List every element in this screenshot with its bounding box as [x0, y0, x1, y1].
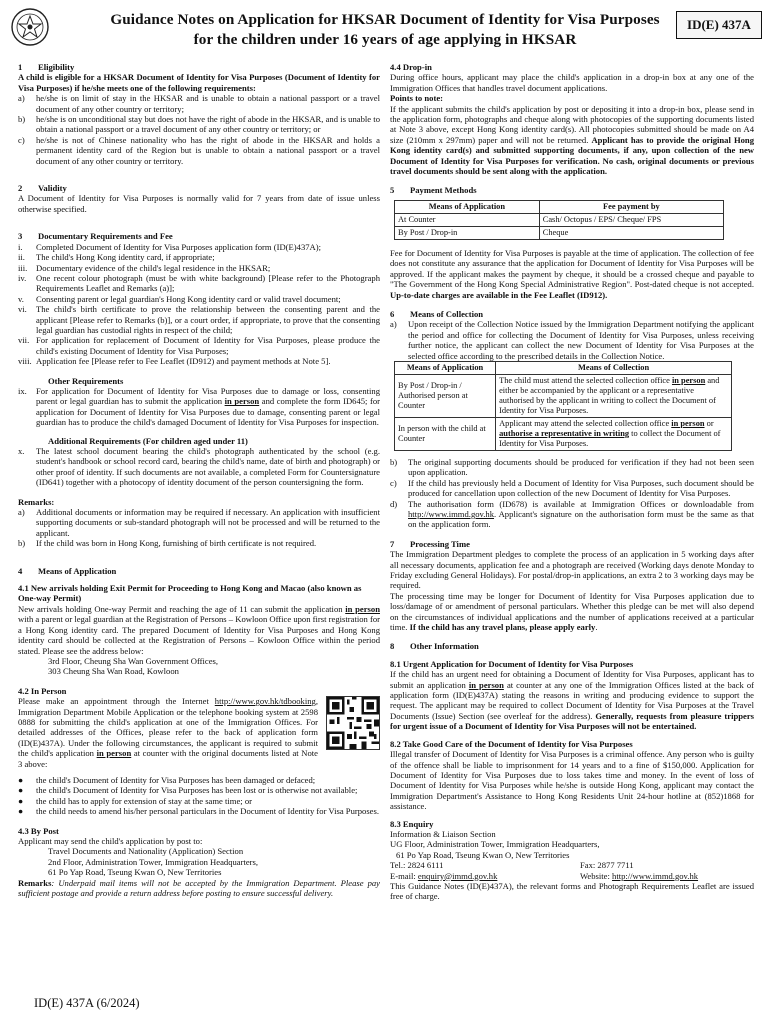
telephone-number: Tel.: 2824 6111 — [390, 860, 444, 871]
eligibility-list — [18, 93, 380, 166]
enquiry-line: Information & Liaison Section — [390, 828, 496, 839]
list-item: vii. For application for replacement of Document of Identity for Visa Purposes, please produce the child's existing Document of Identity for Visa Purposes; — [18, 335, 380, 356]
address-line: 2nd Floor, Administration Tower, Immigration Headquarters, — [48, 856, 259, 867]
processing-text-2: The processing time may be longer for Document of Identity for Visa Purposes application due to loss/damage of or amendment of personal particulars. Whether this pledge can be met will also depend on the circumstances of individual applications and the number of applications received at a particular time. If the child has any travel plans, please apply early. — [390, 590, 754, 633]
section-payment-heading: 5 Payment Methods — [390, 185, 477, 196]
points-to-note-heading: Points to note: — [390, 93, 443, 104]
address-line: 303 Cheung Sha Wan Road, Kowloon — [48, 666, 179, 677]
list-item: i. Completed Document of Identity for Visa Purposes application form (ID(E)437A); — [18, 241, 322, 252]
subsection-8-2-heading: 8.2 Take Good Care of the Document of Identity for Visa Purposes — [390, 738, 633, 749]
fee-text: Fee for Document of Identity for Visa Purposes is payable at the time of application. The collection of fee does not constitute any assurance that the application for Document of Identity for Visa Purposes will be approved. If the applicant makes the payment by cheque, it should be a crossed cheque and payable to "The Government of the Hong Kong Special Administrative Region". Post-dated cheque is not accepted. Up-to-date charges are available in the Fee Leaflet (ID912). — [390, 247, 754, 300]
validity-text: A Document of Identity for Visa Purposes is normally valid for 7 years from date of issue unless otherwise specified. — [18, 193, 380, 214]
take-care-text: Illegal transfer of Document of Identity for Visa Purposes is a criminal offence. Any person who is guilty of the offence shall be liable to imprisonment for 14 years and to a fine of $150,000. Application for Document of Identity for Visa Purposes due to loss takes time and money. In the event of loss of Document of Identity for Visa Purposes while he/she is outside Hong Kong, applicant may contact the Immigration Department's Assistance to Hong Kong Residents Unit 24-hour hotline at (852)1868 for assistance. — [390, 749, 754, 812]
immd-website-link[interactable]: http://www.immd.gov.hk — [408, 508, 495, 519]
subsection-4-3-heading: 4.3 By Post — [18, 825, 59, 836]
section-means-heading: 4 Means of Application — [18, 565, 117, 576]
table-header-row: Means of Application Means of Collection — [395, 361, 732, 374]
qr-code-icon[interactable] — [326, 696, 380, 750]
drop-in-text: During office hours, applicant may place the child's application in a drop-in box at any one of the Immigration Offices that handles travel document applications. — [390, 72, 754, 93]
list-item: c) he/she is not of Chinese nationality who has the right of abode in the HKSAR and holds a permanent identity card of the Region but is unable to obtain a national passport or a travel document of any other country or territory. — [18, 134, 380, 166]
subsection-8-1-heading: 8.1 Urgent Application for Document of Identity for Visa Purposes — [390, 658, 634, 669]
list-item: iv. One recent colour photograph (must be with white background) [Please refer to the Photograph Requirements Leaflet and Remarks (a)]; — [18, 272, 380, 294]
email-link[interactable]: enquiry@immd.gov.hk — [417, 870, 498, 881]
list-item: viii. Application fee [Please refer to Fee Leaflet (ID912) and payment methods at Note 5]. — [18, 356, 331, 367]
list-item: c) If the child has previously held a Document of Identity for Visa Purposes, such document should be produced for cancellation upon collection of the new Document of Identity for Visa Purposes. — [390, 477, 754, 499]
payment-methods-table — [394, 200, 724, 240]
urgent-application-text: If the child has an urgent need for obtaining a Document of Identity for Visa Purposes, applicant has to submit an application in person at counter at any one of the Immigration Offices listed at the back of application form (ID(E)437A) stating the reasons in writing and producing evidence to support the request. The applicant may be required to collect Document of Identity for Visa Purposes at the Travel Documents (Issue) Section (see overleaf for the address). Generally, requests from pleasure trippers for urgent issue of a Document of Identity for Visa Purposes will not be entertained. — [390, 669, 754, 732]
list-item: a) Upon receipt of the Collection Notice issued by the Immigration Department notifying the applicant the period and office for collecting the Document of Identity for Visa Purposes, unless receiving further notice, the applicant can collect the new Document of Identity for Visa Purposes at the selected office according to the prescribed details in the Collection Notice. — [390, 319, 754, 361]
subsection-8-3-heading: 8.3 Enquiry — [390, 818, 434, 829]
contact-row — [390, 860, 754, 870]
list-item: a) Additional documents or information may be required if necessary. An application with insufficient supporting documents or sub-standard photograph will not be processed and will be returned to the applicant. — [18, 507, 380, 538]
list-item: ● the child's Document of Identity for Visa Purposes has been damaged or defaced; — [18, 774, 316, 785]
subsection-4-2-heading: 4.2 In Person — [18, 685, 67, 696]
fax-number: Fax: 2877 7711 — [580, 860, 634, 871]
enquiry-line: 61 Po Yap Road, Tseung Kwan O, New Territories — [396, 849, 570, 860]
list-item: a) he/she is on limit of stay in the HKSAR and is unable to obtain a national passport or a travel document of any other country or territory; — [18, 93, 380, 114]
additional-requirements-heading: Additional Requirements (For children aged under 11) — [48, 435, 248, 446]
page-header — [0, 0, 770, 52]
list-item: ix. For application for Document of Identity for Visa Purposes due to damage or loss, consenting parent or legal guardian has to submit the application in person and complete the form ID645; for application for Document of Identity for Visa Purposes due to damage, consenting parent or legal guardian has to produce the child's damaged Document of Identity for Visa Purposes for inspection. — [18, 385, 380, 428]
table-row: By Post / Drop-in / Authorised person at Counter The child must attend the selected collection office in person and either be accompanied by the applicant or a representative authorised by the applicant in writing to collect the Document of Identity for Visa Purposes. — [395, 374, 732, 417]
subsection-4-4-heading: 4.4 Drop-in — [390, 62, 432, 72]
list-item: ● the child needs to amend his/her personal particulars in the Document of Identity for Visa Purposes. — [18, 806, 379, 817]
closing-note: This Guidance Notes (ID(E)437A), the relevant forms and Photograph Requirements Leaflet are issued free of charge. — [390, 880, 754, 902]
subsection-4-1-heading: 4.1 New arrivals holding Exit Permit for Proceeding to Hong Kong and Macao (also known as One-way Permit) — [18, 583, 362, 604]
footer-form-code: ID(E) 437A (6/2024) — [34, 996, 140, 1010]
collection-table — [394, 361, 732, 451]
in-person-bullet-list — [18, 775, 380, 817]
list-item: b) he/she is on unconditional stay but does not have the right of abode in the HKSAR, and is unable to obtain a national passport or a travel document of any other country or territory; or — [18, 114, 380, 135]
other-requirements-heading: Other Requirements — [48, 375, 124, 386]
enquiry-line: UG Floor, Administration Tower, Immigration Headquarters, — [390, 839, 600, 850]
section-collection-heading: 6 Means of Collection — [390, 308, 484, 319]
table-row: At Counter Cash/ Octopus / EPS/ Cheque/ FPS — [395, 213, 724, 226]
hksar-emblem-icon — [10, 6, 50, 48]
section-validity-heading: 2 Validity — [18, 183, 67, 194]
list-item: ● the child has to apply for extension of stay at the same time; or — [18, 795, 252, 806]
subsection-4-1-text: New arrivals holding One-way Permit and reaching the age of 11 can submit the application in person with a parent or legal guardian at the Registration of Persons – Kowloon Office upon first registration for a Hong Kong identity card. The prepared Document of Identity for Visa Purposes and Hong Kong identity card should be collected at the Registration of Persons – Kowloon Office within the period stated. Please see the address below: — [18, 603, 380, 656]
list-item: ii. The child's Hong Kong identity card, if appropriate; — [18, 252, 215, 263]
list-item: iii. Documentary evidence of the child's legal residence in the HKSAR; — [18, 262, 271, 273]
list-item: v. Consenting parent or legal guardian's Hong Kong identity card or valid travel document; — [18, 293, 341, 304]
address-line: Travel Documents and Nationality (Application) Section — [48, 846, 244, 857]
table-row: In person with the child at Counter Applicant may attend the selected collection office in person or authorise a representative in writing to collect the Document of Identity for Visa Purposes. — [395, 417, 732, 450]
remarks-heading: Remarks: — [18, 496, 55, 507]
list-item: b) The original supporting documents should be produced for verification if they had not been seen upon application. — [390, 456, 754, 478]
list-item: x. The latest school document bearing the child's photograph authenticated by the school (e.g. student's handbook or school record card, bearing the child's name, date of birth and photograph) or other proof of identity. If such documents are not available, a completed Form for Countersignature (ID641) together with a photocopy of identity document of the person countersigning the form. — [18, 446, 380, 488]
eligibility-intro: A child is eligible for a HKSAR Document of Identity for Visa Purposes (Document of Identity for Visa Purposes) if he/she meets one of the following requirements: — [18, 72, 380, 93]
table-header-row: Means of Application Fee payment by — [395, 200, 724, 213]
section-eligibility-heading: 1 Eligibility — [18, 62, 75, 72]
form-code-badge: ID(E) 437A — [676, 11, 762, 39]
contact-row: E-mail: enquiry@immd.gov.hk Website: http://www.immd.gov.hk — [390, 870, 699, 881]
document-title: Guidance Notes on Application for HKSAR Document of Identity for Visa Purposes for the children under 16 years of age applying in HKSAR — [110, 11, 660, 48]
subsection-4-3-text: Applicant may send the child's application by post to: — [18, 836, 203, 846]
subsection-4-2-text: Please make an appointment through the Internet http://www.gov.hk/tdbooking, Immigration Department Mobile Application or the telephone booking system at 2598 0888 for submitting the child's application at one of the Immigration Offices. For detailed addresses of the Offices, please refer to the back of application form (ID(E)437A). Under the following circumstances, the applicant is required to submit the child's application in person at counter with the original documents listed at Note 3 above: — [18, 696, 318, 769]
points-to-note-text: If the applicant submits the child's application by post or depositing it into a drop-in box, please send in the application form, photographs and cheque along with photocopies of the supporting documents listed at Note 3 above, except Hong Kong identity card(s). All photocopies submitted should be made on A4 size (210mm x 297mm) paper and will not be returned. Applicant has to provide the original Hong Kong identity card(s) and submitted supporting documents, if any, upon collection of the new Document of Identity for Visa Purposes for verification. No cash, original documents or previous travel documents should be sent along with the application. — [390, 103, 755, 177]
list-item: b) If the child was born in Hong Kong, furnishing of birth certificate is not required. — [18, 538, 317, 549]
documentary-list — [18, 242, 380, 367]
processing-text: The Immigration Department pledges to complete the process of an application in 5 working days after all necessary documents, application fee and a photograph are received (Working days denote Monday to Friday excluding General Holidays). For postal/drop-in applications, an extra 2 to 3 working days may be required. — [390, 549, 754, 591]
postal-remarks: Remarks: Underpaid mail items will not be accepted by the Immigration Department. Please pay sufficient postage and provide a return address before posting to ensure successful delivery. — [18, 877, 380, 899]
list-item: ● the child's Document of Identity for Visa Purposes has been lost or is otherwise not available; — [18, 785, 358, 796]
booking-link[interactable]: http://www.gov.hk/tdbooking — [214, 696, 316, 707]
website-link[interactable]: http://www.immd.gov.hk — [612, 870, 699, 881]
section-processing-heading: 7 Processing Time — [390, 538, 470, 549]
section-other-info-heading: 8 Other Information — [390, 641, 479, 652]
left-column — [18, 62, 380, 898]
right-column — [390, 62, 754, 902]
list-item: vi. The child's birth certificate to prove the relationship between the consenting parent and the applicant [Please refer to Remarks (b)], or a court order, if appropriate, to prove that the consenting legal guardian has custodial rights in respect of the child; — [18, 304, 380, 335]
list-item: d) The authorisation form (ID678) is available at Immigration Offices or downloadable from http://www.immd.gov.hk. Applicant's signature on the authorisation form must be the same as that on the application form. — [390, 498, 754, 530]
address-line: 61 Po Yap Road, Tseung Kwan O, New Territories — [48, 867, 222, 878]
section-documentary-heading: 3 Documentary Requirements and Fee — [18, 231, 173, 242]
table-row: By Post / Drop-in Cheque — [395, 226, 724, 239]
address-line: 3rd Floor, Cheung Sha Wan Government Offices, — [48, 655, 219, 666]
